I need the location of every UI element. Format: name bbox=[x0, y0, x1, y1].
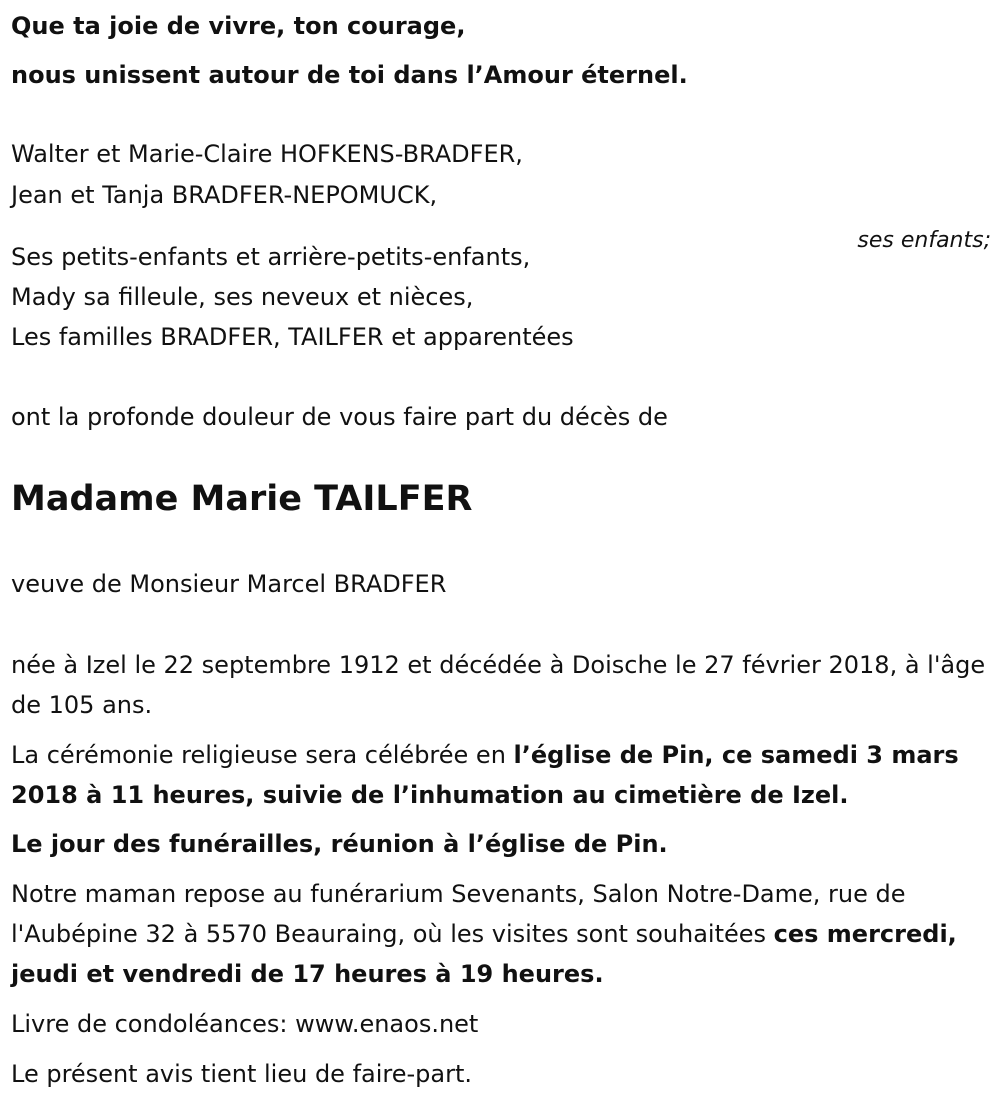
widow-of-text: veuve de Monsieur Marcel BRADFER bbox=[11, 570, 447, 598]
visiting-hours: ces mercredi, jeudi et vendredi de 17 heures à 19 heures. bbox=[11, 920, 957, 988]
ceremony-intro: La cérémonie religieuse sera célébrée en bbox=[11, 741, 514, 769]
condolences-text: Livre de condoléances: www.enaos.net bbox=[11, 1010, 479, 1038]
family-line-1: Ses petits-enfants et arrière-petits-enfants, bbox=[11, 243, 531, 271]
family-line-3: Les familles BRADFER, TAILFER et apparentées bbox=[11, 323, 574, 351]
birth-death-text: née à Izel le 22 septembre 1912 et décédée à Doische le 27 février 2018, à l'âge de 105 ans. bbox=[11, 651, 986, 719]
children-role: ses enfants; bbox=[857, 228, 991, 253]
deceased-name: Madame Marie TAILFER bbox=[11, 479, 473, 519]
meeting-text: Le jour des funérailles, réunion à l’église de Pin. bbox=[11, 830, 668, 858]
ceremony-details: l’église de Pin, ce samedi 3 mars 2018 à 11 heures, suivie de l’inhumation au cimetière de Izel. bbox=[11, 741, 959, 809]
funeral-home-intro: Notre maman repose au funérarium Sevenants, Salon Notre-Dame, rue de l'Aubépine 32 à 5570 Beauraing, où les visites sont souhaitées bbox=[11, 880, 906, 948]
children-line-1: Walter et Marie-Claire HOFKENS-BRADFER, bbox=[11, 140, 523, 168]
family-line-2: Mady sa filleule, ses neveux et nièces, bbox=[11, 283, 474, 311]
ceremony-paragraph bbox=[11, 735, 986, 815]
quote-line-1: Que ta joie de vivre, ton courage, bbox=[11, 12, 466, 40]
funeral-home-paragraph bbox=[11, 874, 986, 994]
quote-line-2: nous unissent autour de toi dans l’Amour éternel. bbox=[11, 61, 688, 89]
closing-text: Le présent avis tient lieu de faire-part. bbox=[11, 1060, 473, 1088]
children-line-2: Jean et Tanja BRADFER-NEPOMUCK, bbox=[11, 181, 438, 209]
announcement-text: ont la profonde douleur de vous faire part du décès de bbox=[11, 403, 668, 431]
